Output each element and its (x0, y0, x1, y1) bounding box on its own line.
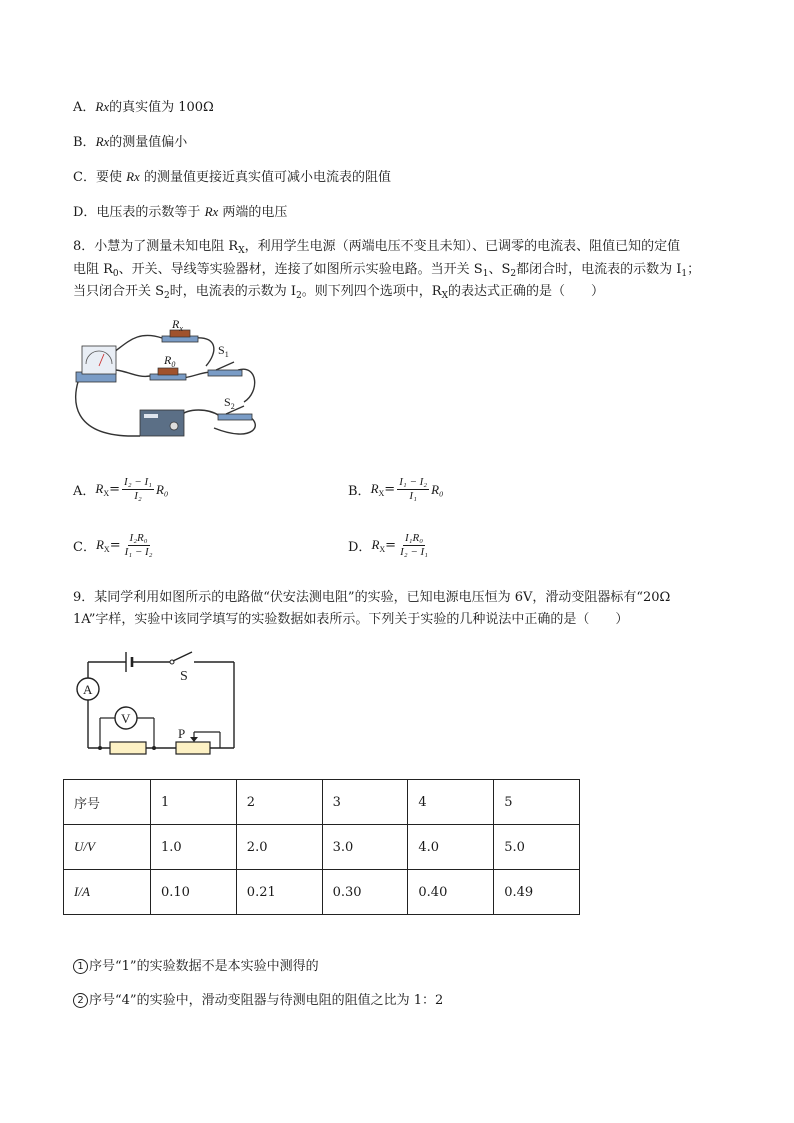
q7-option-b (73, 131, 187, 150)
stem-text: 8．小慧为了测量未知电阻 R (73, 239, 239, 254)
resistor-rx (110, 742, 146, 754)
table-cell: 3.0 (322, 825, 408, 870)
circled-number: 2 (73, 993, 88, 1008)
numerator: I₂ − I₁ (124, 476, 152, 488)
r0-factor: R₀ (431, 481, 444, 497)
stem-text: 、S (488, 262, 511, 277)
q8-stem-line1 (73, 235, 680, 256)
table-row (64, 780, 580, 825)
voltmeter-label: V (121, 711, 131, 726)
q8-circuit-figure (68, 312, 278, 442)
fraction (397, 476, 429, 503)
subscript: 1 (681, 269, 688, 279)
equals-sign: = (385, 538, 397, 553)
option-text: 的测量值偏小 (109, 135, 188, 150)
option-label: C．要使 (73, 170, 127, 185)
q7-option-a (73, 96, 214, 115)
rx-symbol: Rx (204, 204, 219, 219)
q9-statement-1 (73, 955, 319, 974)
option-text: 两端的电压 (218, 205, 288, 220)
wire (114, 335, 162, 352)
junction-dot (98, 746, 102, 750)
subscript: 2 (296, 291, 302, 301)
option-label: D．电压表的示数等于 (73, 205, 205, 220)
numerator: I₂R₀ (129, 532, 148, 544)
q9-stem-line2: 1A”字样，实验中该同学填写的实验数据如表所示。下列关于实验的几种说法中正确的是（ ） (73, 612, 629, 627)
table-cell: 0.40 (408, 870, 494, 915)
ammeter-label: A (83, 682, 93, 697)
subscript: 2 (510, 269, 517, 279)
table-cell: 0.49 (494, 870, 580, 915)
table-row (64, 870, 580, 915)
stem-text: 电阻 R (73, 262, 113, 277)
stem-text: 。则下列四个选项中，R (301, 284, 442, 299)
table-cell: 4.0 (408, 825, 494, 870)
table-cell: 0.21 (236, 870, 322, 915)
rx-lhs: $R_X$ (370, 481, 385, 498)
table-cell: 0.30 (322, 870, 408, 915)
rx-label: $R_x$ (172, 317, 183, 333)
q9-circuit-diagram (74, 648, 240, 756)
denominator: I₂ (134, 490, 142, 502)
numerator: I₁R₀ (405, 532, 424, 544)
q9-stem-line1: 9．某同学利用如图所示的电路做“伏安法测电阻”的实验，已知电源电压恒为 6V，滑动变阻器标有“20Ω (73, 590, 671, 605)
fraction (122, 476, 154, 503)
option-label: B． (73, 135, 96, 150)
r0-label: $R_0$ (164, 353, 176, 369)
stem-text: 当只闭合开关 S (73, 284, 165, 299)
numerator: I₁ − I₂ (399, 476, 428, 488)
table-cell: 0.10 (151, 870, 237, 915)
denominator: I₁ − I₂ (124, 546, 153, 558)
stem-text: ； (687, 262, 701, 277)
stem-text: 都闭合时，电流表的示数为 I (516, 262, 682, 277)
q8-stem-line2 (73, 258, 700, 279)
option-label: D． (348, 540, 372, 555)
table-cell: 4 (408, 780, 494, 825)
table-cell: 5 (494, 780, 580, 825)
table-row (64, 825, 580, 870)
junction-dot (152, 746, 156, 750)
slider-arrowhead (190, 737, 198, 742)
table-cell: 5.0 (494, 825, 580, 870)
q7-option-d (73, 201, 287, 220)
rx-lhs: $R_X$ (371, 537, 386, 554)
rx-symbol: Rx (126, 169, 140, 184)
table-cell: 2 (236, 780, 322, 825)
q8-option-d (348, 532, 432, 559)
table-cell: U/V (64, 825, 151, 870)
q8-stem-line3 (73, 280, 604, 301)
table-cell: 序号 (64, 780, 151, 825)
q7-option-c (73, 166, 391, 185)
q9-data-table (63, 779, 580, 915)
equals-sign: = (384, 482, 396, 497)
rx-lhs: $R_X$ (95, 537, 110, 554)
denominator: I₁ (409, 490, 417, 502)
rx-symbol: Rx (95, 99, 110, 114)
q9-statement-2 (73, 989, 443, 1008)
table-cell: 1.0 (151, 825, 237, 870)
subscript: 1 (482, 269, 489, 279)
rx-lhs: $R_X$ (95, 481, 110, 498)
ammeter-device (76, 346, 116, 382)
table-cell: 1 (151, 780, 237, 825)
denominator: I₂ − I₁ (400, 546, 428, 558)
option-text: 的测量值更接近真实值可减小电流表的阻值 (139, 170, 391, 185)
subscript: 0 (112, 269, 119, 279)
option-label: A． (73, 484, 96, 499)
slider-label: P (178, 726, 186, 741)
stem-text: 、开关、导线等实验器材，连接了如图所示实验电路。当开关 S (118, 262, 483, 277)
circled-number: 1 (73, 959, 88, 974)
option-label: B． (348, 484, 371, 499)
stem-text: 时，电流表的示数为 I (169, 284, 297, 299)
s1-switch-device (208, 362, 242, 376)
q8-option-b (348, 476, 444, 503)
switch-blade (173, 652, 192, 661)
power-supply-device (140, 410, 184, 436)
table-cell: I/A (64, 870, 151, 915)
wire (76, 376, 140, 436)
fraction (123, 532, 155, 559)
wire (116, 370, 150, 376)
q8-option-a (73, 476, 168, 503)
wire (180, 410, 220, 416)
rheostat (176, 742, 210, 754)
switch-label: S (180, 669, 188, 684)
r0-resistor-device (150, 368, 186, 380)
equals-sign: = (109, 482, 121, 497)
statement-text: 序号“4”的实验中，滑动变阻器与待测电阻的阻值之比为 1：2 (89, 993, 444, 1008)
equals-sign: = (109, 538, 121, 553)
s1-label: $S_1$ (218, 343, 229, 359)
s2-label: $S_2$ (224, 395, 235, 411)
rx-symbol: Rx (95, 134, 110, 149)
subscript: X (238, 246, 245, 256)
option-text: 的真实值为 100Ω (109, 100, 214, 115)
stem-text: ，利用学生电源（两端电压不变且未知）、已调零的电流表、阻值已知的定值 (244, 239, 681, 254)
table-cell: 2.0 (236, 825, 322, 870)
q8-option-c (73, 532, 157, 559)
option-label: A． (73, 100, 96, 115)
subscript: 2 (164, 291, 170, 301)
statement-text: 序号“1”的实验数据不是本实验中测得的 (89, 959, 319, 974)
r0-factor: R₀ (155, 481, 169, 497)
option-label: C． (73, 540, 96, 555)
stem-text: 的表达式正确的是（ ） (448, 284, 605, 299)
table-cell: 3 (322, 780, 408, 825)
subscript: X (441, 291, 449, 301)
fraction (398, 532, 430, 559)
